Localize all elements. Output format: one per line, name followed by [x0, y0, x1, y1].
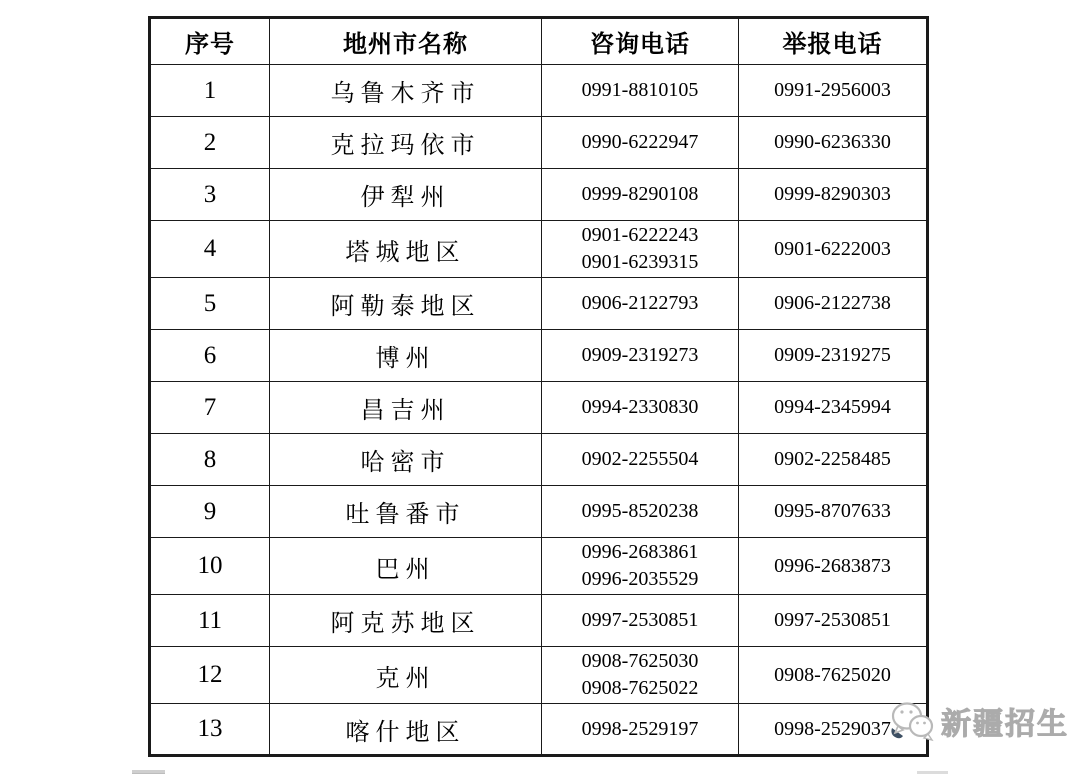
- table-row: [150, 538, 928, 595]
- phone-number: 0996-2683873: [774, 554, 891, 577]
- cell-consult-phone: [542, 330, 739, 382]
- cell-serial: 8: [150, 434, 270, 486]
- cell-region-name: 哈密市: [270, 434, 542, 486]
- phone-number: 0998-2529197: [581, 717, 699, 740]
- phone-number: 0998-2529037: [774, 717, 891, 740]
- cell-consult-phone: [542, 434, 739, 486]
- cell-report-phone: [739, 117, 928, 169]
- cell-region-name: 克州: [270, 647, 542, 704]
- cell-region-name: 阿勒泰地区: [270, 278, 542, 330]
- phone-number: 0908-7625030: [581, 650, 699, 672]
- phone-number: 0908-7625020: [774, 663, 891, 686]
- cell-report-phone: [739, 538, 928, 595]
- table-row: [150, 169, 928, 221]
- header-row: [150, 18, 928, 65]
- cell-region-name: 巴州: [270, 538, 542, 595]
- table-body: [150, 65, 928, 756]
- cell-serial: 3: [150, 169, 270, 221]
- table-row: [150, 330, 928, 382]
- cell-serial: 6: [150, 330, 270, 382]
- phone-number: 0906-2122738: [774, 292, 891, 314]
- cell-region-name: 伊犁州: [270, 169, 542, 221]
- table-row: [150, 221, 928, 278]
- cell-region-name: 喀什地区: [270, 704, 542, 756]
- phone-number: 0906-2122793: [581, 292, 699, 314]
- cell-serial: 9: [150, 486, 270, 538]
- phone-number: 0999-8290303: [774, 183, 891, 205]
- phone-number: 0902-2255504: [581, 448, 699, 470]
- phone-number: 0995-8520238: [581, 500, 699, 522]
- table-row: [150, 434, 928, 486]
- cell-consult-phone: [542, 117, 739, 169]
- cell-report-phone: [739, 647, 928, 704]
- phone-number: 0991-2956003: [774, 79, 891, 101]
- phone-number: 0908-7625022: [581, 677, 699, 699]
- cell-consult-phone: [542, 538, 739, 595]
- table-row: [150, 117, 928, 169]
- cell-region-name: 阿克苏地区: [270, 595, 542, 647]
- cell-consult-phone: [542, 65, 739, 117]
- column-header-2: 咨询电话: [542, 18, 739, 65]
- phone-number: 0997-2530851: [774, 609, 891, 631]
- cell-serial: 7: [150, 382, 270, 434]
- table-row: [150, 595, 928, 647]
- watermark-label: 新疆招生: [941, 708, 1069, 741]
- cell-consult-phone: [542, 486, 739, 538]
- cell-region-name: 吐鲁番市: [270, 486, 542, 538]
- phone-number: 0901-6222003: [774, 237, 891, 260]
- cell-serial: 11: [150, 595, 270, 647]
- cropped-fragment-left: [132, 770, 165, 774]
- cell-region-name: 昌吉州: [270, 382, 542, 434]
- phone-number: 0997-2530851: [581, 609, 699, 631]
- cell-report-phone: [739, 434, 928, 486]
- cell-report-phone: [739, 704, 928, 756]
- table-row: [150, 704, 928, 756]
- cell-region-name: 乌鲁木齐市: [270, 65, 542, 117]
- column-header-0: 序号: [150, 18, 270, 65]
- phone-number: 0994-2330830: [581, 396, 699, 418]
- cell-serial: 4: [150, 221, 270, 278]
- table-row: [150, 486, 928, 538]
- table-row: [150, 278, 928, 330]
- cell-report-phone: [739, 221, 928, 278]
- cell-serial: 1: [150, 65, 270, 117]
- cell-region-name: 克拉玛依市: [270, 117, 542, 169]
- phone-number: 0901-6239315: [581, 251, 699, 273]
- cell-region-name: 塔城地区: [270, 221, 542, 278]
- table-row: [150, 65, 928, 117]
- cell-report-phone: [739, 382, 928, 434]
- cell-serial: 13: [150, 704, 270, 756]
- table-row: [150, 382, 928, 434]
- phone-number: 0909-2319273: [581, 344, 699, 366]
- cell-report-phone: [739, 486, 928, 538]
- phone-number: 0909-2319275: [774, 344, 891, 366]
- phone-number: 0902-2258485: [774, 448, 891, 470]
- phone-number: 0996-2683861: [581, 541, 699, 563]
- cell-consult-phone: [542, 221, 739, 278]
- cell-consult-phone: [542, 278, 739, 330]
- phone-number: 0994-2345994: [774, 396, 891, 418]
- cell-report-phone: [739, 330, 928, 382]
- phone-number: 0901-6222243: [581, 224, 699, 246]
- cell-consult-phone: [542, 647, 739, 704]
- cell-serial: 12: [150, 647, 270, 704]
- cell-serial: 10: [150, 538, 270, 595]
- phone-number: 0996-2035529: [581, 568, 699, 590]
- cell-consult-phone: [542, 595, 739, 647]
- phone-number: 0995-8707633: [774, 500, 891, 522]
- phone-number: 0990-6236330: [774, 131, 891, 153]
- column-header-1: 地州市名称: [270, 18, 542, 65]
- phone-number: 0990-6222947: [581, 131, 699, 153]
- cell-report-phone: [739, 278, 928, 330]
- table-row: [150, 647, 928, 704]
- cell-report-phone: [739, 595, 928, 647]
- cell-region-name: 博州: [270, 330, 542, 382]
- cell-consult-phone: [542, 382, 739, 434]
- column-header-3: 举报电话: [739, 18, 928, 65]
- cell-consult-phone: [542, 169, 739, 221]
- cell-report-phone: [739, 65, 928, 117]
- cell-report-phone: [739, 169, 928, 221]
- cell-serial: 2: [150, 117, 270, 169]
- cell-consult-phone: [542, 704, 739, 756]
- phone-directory-table: [148, 16, 929, 757]
- phone-number: 0991-8810105: [581, 79, 699, 101]
- phone-number: 0999-8290108: [581, 183, 699, 205]
- cell-serial: 5: [150, 278, 270, 330]
